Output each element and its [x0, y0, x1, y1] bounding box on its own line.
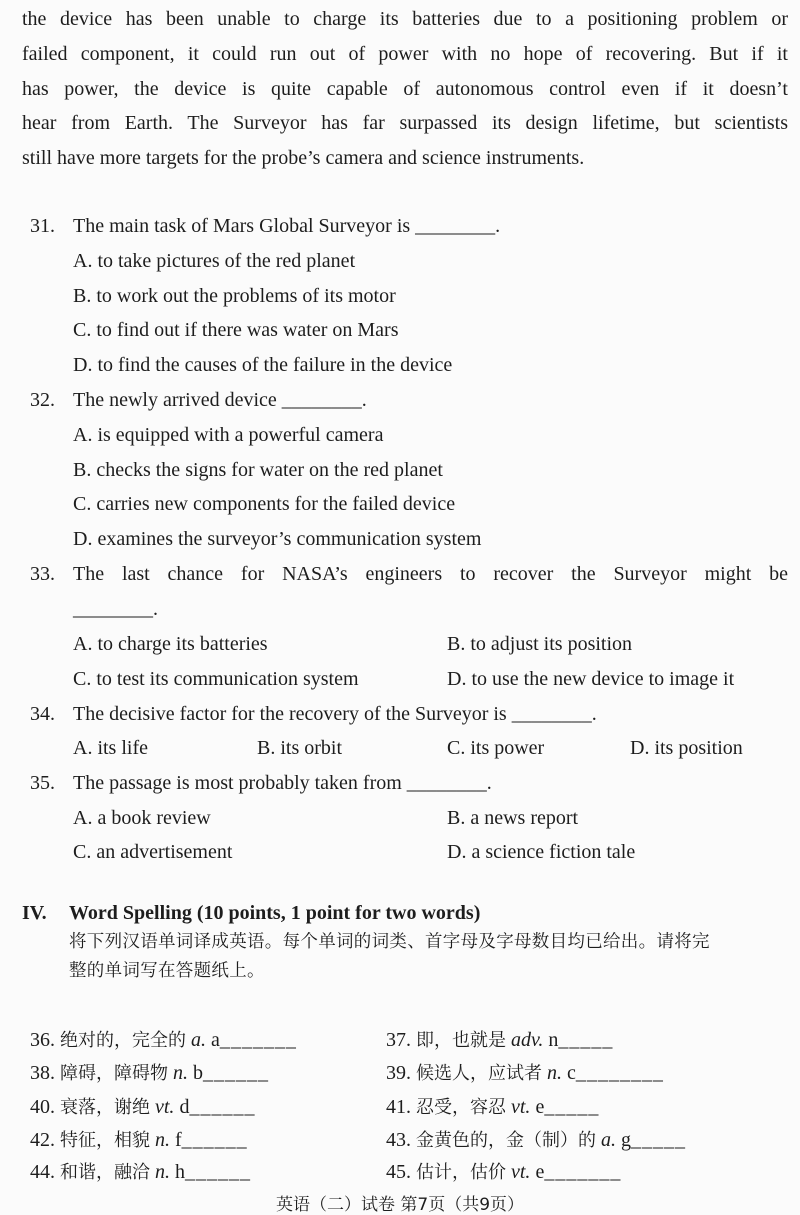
question-31 [30, 214, 500, 238]
passage-line: has power, the device is quite capable of autonomous control even if it doesn’t [22, 77, 788, 100]
question-33 [30, 562, 788, 586]
vocab-chinese: 特征，相貌 [60, 1130, 150, 1151]
question-stem-continued: ________. [73, 598, 158, 620]
section-title: Word Spelling (10 points, 1 point for two words) [69, 902, 481, 924]
vocab-item [386, 1028, 613, 1053]
question-35 [30, 771, 492, 795]
vocab-initial-letter: n [548, 1029, 559, 1051]
vocab-initial-letter: g [621, 1129, 631, 1151]
vocab-number: 44. [30, 1161, 55, 1183]
section-heading [22, 901, 480, 925]
option-35b: B. a news report [447, 807, 579, 829]
vocab-chinese: 绝对的，完全的 [60, 1030, 186, 1051]
vocab-initial-letter: a [211, 1029, 220, 1051]
vocab-item [30, 1061, 269, 1086]
vocab-initial-letter: c [567, 1062, 576, 1084]
vocab-blank: _____ [544, 1096, 600, 1118]
instructions-line: 将下列汉语单词译成英语。每个单词的词类、首字母及字母数目均已给出。请将完 [69, 932, 710, 952]
vocab-number: 40. [30, 1096, 55, 1118]
vocab-blank: ______ [203, 1062, 269, 1084]
option-35c: C. an advertisement [73, 841, 233, 863]
vocab-item [30, 1095, 255, 1120]
vocab-part-of-speech: a. [191, 1029, 206, 1051]
option-35d: D. a science fiction tale [447, 841, 636, 863]
vocab-part-of-speech: n. [155, 1161, 170, 1183]
page-footer: 英语（二）试卷 第7页（共9页） [275, 1195, 525, 1215]
vocab-part-of-speech: adv. [511, 1029, 544, 1051]
question-number: 32. [30, 389, 55, 411]
question-34 [30, 702, 597, 726]
passage-line: hear from Earth. The Surveyor has far surpassed its design lifetime, but scientists [22, 112, 788, 135]
vocab-item [386, 1160, 621, 1185]
option-34d: D. its position [630, 737, 743, 759]
vocab-blank: _______ [544, 1161, 622, 1183]
vocab-initial-letter: f [175, 1129, 182, 1151]
vocab-chinese: 估计，估价 [416, 1162, 506, 1183]
vocab-chinese: 金黄色的，金（制）的 [416, 1130, 596, 1151]
option-33a: A. to charge its batteries [73, 633, 268, 655]
vocab-number: 37. [386, 1029, 411, 1051]
vocab-item [30, 1128, 248, 1153]
vocab-item [386, 1095, 599, 1120]
vocab-blank: ______ [189, 1096, 256, 1118]
question-stem: The passage is most probably taken from ________. [73, 772, 492, 794]
option-34a: A. its life [73, 737, 148, 759]
vocab-chinese: 即，也就是 [416, 1030, 506, 1051]
vocab-part-of-speech: a. [601, 1129, 616, 1151]
vocab-blank: ______ [185, 1161, 251, 1183]
vocab-chinese: 和谐，融洽 [60, 1162, 150, 1183]
vocab-part-of-speech: vt. [155, 1096, 175, 1118]
vocab-part-of-speech: vt. [511, 1161, 531, 1183]
vocab-blank: _______ [219, 1029, 297, 1051]
passage-line: the device has been unable to charge its batteries due to a positioning problem or [22, 8, 788, 30]
vocab-part-of-speech: n. [155, 1129, 170, 1151]
option-32d: D. examines the surveyor’s communication system [73, 528, 482, 550]
question-number: 33. [30, 563, 55, 585]
vocab-initial-letter: e [535, 1096, 545, 1118]
question-stem: The decisive factor for the recovery of the Surveyor is ________. [73, 703, 597, 725]
passage-line: failed component, it could run out of power with no hope of recovering. But if it [22, 42, 788, 65]
vocab-blank: _____ [558, 1029, 614, 1051]
option-33b: B. to adjust its position [447, 633, 633, 655]
option-31a: A. to take pictures of the red planet [73, 250, 356, 272]
section-instructions [69, 928, 791, 986]
vocab-chinese: 候选人，应试者 [416, 1063, 542, 1084]
vocab-blank: _____ [631, 1129, 686, 1151]
vocab-number: 45. [386, 1161, 411, 1183]
question-stem: The main task of Mars Global Surveyor is ________. [73, 215, 501, 237]
vocab-item [30, 1028, 297, 1053]
question-stem: The last chance for NASA’s engineers to recover the Surveyor might be [73, 563, 788, 585]
vocab-number: 43. [386, 1129, 411, 1151]
vocab-chinese: 障碍，障碍物 [60, 1063, 168, 1084]
question-number: 35. [30, 772, 55, 794]
vocab-part-of-speech: vt. [511, 1096, 531, 1118]
vocab-part-of-speech: n. [547, 1062, 562, 1084]
section-number: IV. [22, 902, 47, 924]
option-31c: C. to find out if there was water on Mars [73, 319, 399, 341]
option-32b: B. checks the signs for water on the red planet [73, 459, 443, 481]
vocab-initial-letter: d [179, 1096, 190, 1118]
vocab-number: 39. [386, 1062, 411, 1084]
question-number: 34. [30, 703, 55, 725]
vocab-initial-letter: b [193, 1062, 203, 1084]
passage-paragraph [22, 2, 788, 176]
vocab-blank: ______ [181, 1129, 248, 1151]
vocab-number: 42. [30, 1129, 55, 1151]
vocab-part-of-speech: n. [173, 1062, 188, 1084]
vocab-number: 36. [30, 1029, 55, 1051]
vocab-item [386, 1128, 686, 1153]
passage-line: still have more targets for the probe’s camera and science instruments. [22, 147, 585, 170]
vocab-initial-letter: e [535, 1161, 545, 1183]
option-32c: C. carries new components for the failed device [73, 493, 456, 515]
option-31d: D. to find the causes of the failure in the device [73, 354, 453, 376]
option-34c: C. its power [447, 737, 545, 759]
vocab-blank: ________ [575, 1062, 664, 1084]
option-32a: A. is equipped with a powerful camera [73, 424, 384, 446]
vocab-item [386, 1061, 664, 1086]
vocab-initial-letter: h [175, 1161, 185, 1183]
option-34b: B. its orbit [257, 737, 343, 759]
vocab-chinese: 衰落，谢绝 [60, 1097, 150, 1118]
question-number: 31. [30, 215, 55, 237]
option-33c: C. to test its communication system [73, 668, 359, 690]
vocab-item [30, 1160, 251, 1185]
vocab-chinese: 忍受，容忍 [416, 1097, 506, 1118]
question-stem: The newly arrived device ________. [73, 389, 367, 411]
question-32 [30, 388, 367, 412]
option-33d: D. to use the new device to image it [447, 668, 735, 690]
instructions-line: 整的单词写在答题纸上。 [69, 961, 265, 981]
option-31b: B. to work out the problems of its motor [73, 285, 396, 307]
option-35a: A. a book review [73, 807, 211, 829]
vocab-number: 41. [386, 1096, 411, 1118]
vocab-number: 38. [30, 1062, 55, 1084]
